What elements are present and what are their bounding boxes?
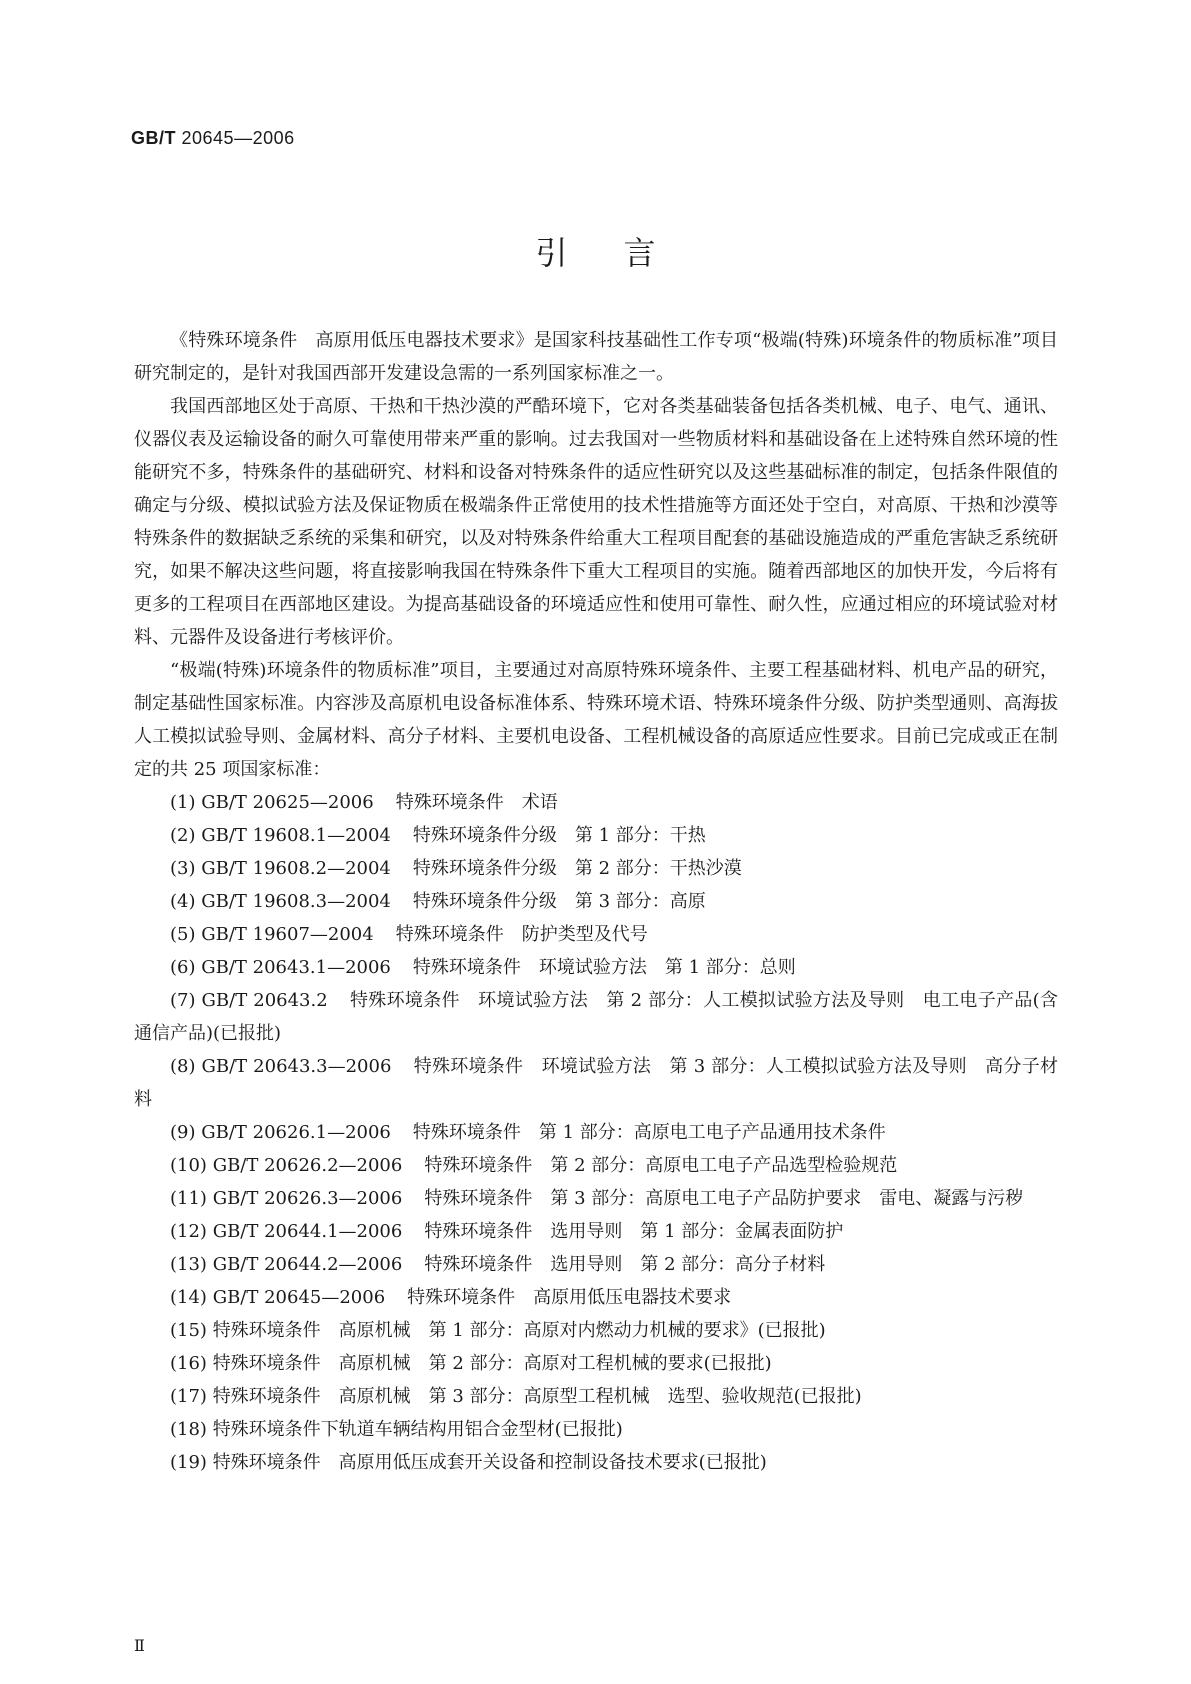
list-item [134,1446,1058,1479]
item-number: (12) [170,1221,207,1242]
list-item [134,1314,1058,1347]
list-item [134,1248,1058,1281]
item-number: (19) [170,1452,207,1473]
list-item [134,1182,1058,1215]
item-text: 特殊环境条件 第 2 部分：高原电工电子产品选型检验规范 [424,1155,898,1176]
item-number: (14) [170,1287,207,1308]
item-code: GB/T 20644.1—2006 [212,1221,403,1242]
list-item [134,852,1058,885]
item-text: 特殊环境条件 环境试验方法 第 1 部分：总则 [412,957,796,978]
item-text: 特殊环境条件 高原机械 第 2 部分：高原对工程机械的要求(已报批) [212,1353,772,1374]
item-code: GB/T 20625—2006 [201,792,374,813]
item-code: GB/T 19608.3—2004 [201,891,391,912]
item-number: (18) [170,1419,207,1440]
list-item [134,786,1058,819]
item-number: (5) [170,924,196,945]
item-number: (2) [170,825,196,846]
item-text: 特殊环境条件 高原用低压电器技术要求 [407,1287,732,1308]
item-number: (6) [170,957,196,978]
item-code: GB/T 19608.2—2004 [201,858,391,879]
list-item [134,1215,1058,1248]
paragraph-background: 我国西部地区处于高原、干热和干热沙漠的严酷环境下，它对各类基础装备包括各类机械、电子、电气、通讯、仪器仪表及运输设备的耐久可靠使用带来严重的影响。过去我国对一些物质材料和基础设备在上述特殊自然环境的性能研究不多，特殊条件的基础研究、材料和设备对特殊条件的适应性研究以及这些基础标准的制定，包括条件限值的确定与分级、模拟试验方法及保证物质在极端条件正常使用的技术性措施等方面还处于空白，对高原、干热和沙漠等特殊条件的数据缺乏系统的采集和研究，以及对特殊条件给重大工程项目配套的基础设施造成的严重危害缺乏系统研究，如果不解决这些问题，将直接影响我国在特殊条件下重大工程项目的实施。随着西部地区的加快开发，今后将有更多的工程项目在西部地区建设。为提高基础设备的环境适应性和使用可靠性、耐久性，应通过相应的环境试验对材料、元器件及设备进行考核评价。 [134,396,1058,648]
list-item [134,1116,1058,1149]
item-text: 特殊环境条件 选用导则 第 2 部分：高分子材料 [424,1254,826,1275]
item-number: (7) [170,990,196,1011]
item-code: GB/T 20626.2—2006 [212,1155,403,1176]
item-text: 特殊环境条件 高原用低压成套开关设备和控制设备技术要求(已报批) [212,1452,767,1473]
item-number: (15) [170,1320,207,1341]
item-text: 特殊环境条件 高原机械 第 3 部分：高原型工程机械 选型、验收规范(已报批) [212,1386,862,1407]
standards-list [134,786,1058,1479]
paragraph-project: “极端(特殊)环境条件的物质标准”项目，主要通过对高原特殊环境条件、主要工程基础材料、机电产品的研究，制定基础性国家标准。内容涉及高原机电设备标准体系、特殊环境术语、特殊环境条件分级、防护类型通则、高海拔人工模拟试验导则、金属材料、高分子材料、主要机电设备、工程机械设备的高原适应性要求。目前已完成或正在制定的共 25 项国家标准： [134,660,1058,780]
document-code-prefix: GB/T [131,128,176,148]
item-text: 特殊环境条件 第 3 部分：高原电工电子产品防护要求 雷电、凝露与污秽 [424,1188,1024,1209]
item-number: (13) [170,1254,207,1275]
item-number: (3) [170,858,196,879]
list-item [134,885,1058,918]
item-code: GB/T 20644.2—2006 [212,1254,403,1275]
item-code: GB/T 20645—2006 [212,1287,386,1308]
document-code [131,128,295,149]
item-code: GB/T 20626.1—2006 [201,1122,391,1143]
item-text: 特殊环境条件分级 第 3 部分：高原 [412,891,706,912]
item-text: 特殊环境条件下轨道车辆结构用铝合金型材(已报批) [212,1419,623,1440]
list-item [134,1413,1058,1446]
item-number: (10) [170,1155,207,1176]
section-title: 引言 [535,234,712,272]
item-text: 特殊环境条件 环境试验方法 第 2 部分：人工模拟试验方法及导则 电工电子产品(含通信产品)(已报批) [134,990,1058,1044]
item-text: 特殊环境条件 环境试验方法 第 3 部分：人工模拟试验方法及导则 高分子材料 [134,1056,1058,1110]
item-number: (17) [170,1386,207,1407]
list-item [134,1050,1058,1116]
item-number: (1) [170,792,196,813]
item-number: (4) [170,891,196,912]
item-code: GB/T 20643.1—2006 [201,957,391,978]
item-code: GB/T 20643.2 [201,990,328,1011]
item-number: (11) [170,1188,207,1209]
paragraph-intro: 《特殊环境条件 高原用低压电器技术要求》是国家科技基础性工作专项“极端(特殊)环境条件的物质标准”项目研究制定的，是针对我国西部开发建设急需的一系列国家标准之一。 [134,330,1058,384]
item-text: 特殊环境条件分级 第 1 部分：干热 [412,825,706,846]
item-text: 特殊环境条件 第 1 部分：高原电工电子产品通用技术条件 [412,1122,886,1143]
item-text: 特殊环境条件 高原机械 第 1 部分：高原对内燃动力机械的要求》(已报批) [212,1320,826,1341]
list-item [134,984,1058,1050]
item-code: GB/T 20626.3—2006 [212,1188,403,1209]
document-code-number: 20645—2006 [181,128,295,148]
list-item [134,918,1058,951]
list-item [134,1281,1058,1314]
item-code: GB/T 20643.3—2006 [201,1056,392,1077]
item-text: 特殊环境条件分级 第 2 部分：干热沙漠 [412,858,742,879]
list-item [134,1347,1058,1380]
list-item [134,1380,1058,1413]
item-code: GB/T 19608.1—2004 [201,825,391,846]
item-number: (16) [170,1353,207,1374]
page-number: Ⅱ [134,1636,145,1655]
list-item [134,1149,1058,1182]
item-text: 特殊环境条件 术语 [395,792,558,813]
item-code: GB/T 19607—2004 [201,924,374,945]
item-number: (8) [170,1056,196,1077]
item-number: (9) [170,1122,196,1143]
document-body [134,324,1058,1479]
item-text: 特殊环境条件 选用导则 第 1 部分：金属表面防护 [424,1221,844,1242]
list-item [134,819,1058,852]
item-text: 特殊环境条件 防护类型及代号 [395,924,648,945]
list-item [134,951,1058,984]
